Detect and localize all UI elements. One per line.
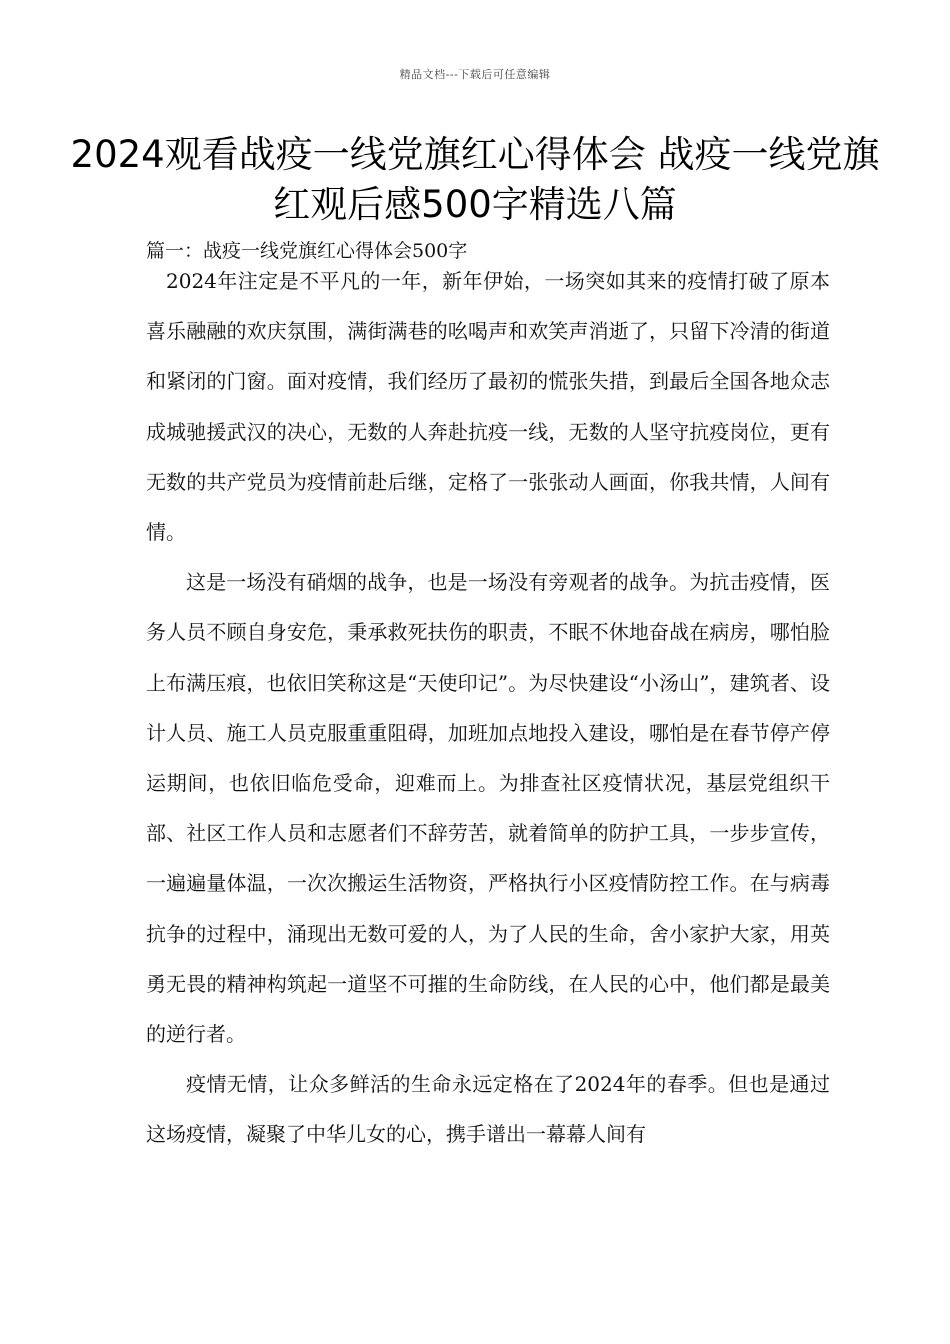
paragraph-1: 2024年注定是不平凡的一年，新年伊始，一场突如其来的疫情打破了原本喜乐融融的欢庆氛围，满街满巷的吆喝声和欢笑声消逝了，只留下冷清的街道和紧闭的门窗。面对疫情，我们经历了最初的慌张失措，到最后全国各地众志成城驰援武汉的决心，无数的人奔赴抗疫一线，无数的人坚守抗疫岗位，更有无数的共产党员为疫情前赴后继，定格了一张张动人画面，你我共情，人间有情。 — [146, 269, 830, 545]
document-body — [146, 256, 830, 1160]
paragraph-2: 这是一场没有硝烟的战争，也是一场没有旁观者的战争。为抗击疫情，医务人员不顾自身安危，秉承救死扶伤的职责，不眠不休地奋战在病房，哪怕脸上布满压痕，也依旧笑称这是“天使印记”。为尽快建设“小汤山”，建筑者、设计人员、施工人员克服重重阻碍，加班加点地投入建设，哪怕是在春节停产停运期间，也依旧临危受命，迎难而上。为排查社区疫情状况，基层党组织干部、社区工作人员和志愿者们不辞劳苦，就着简单的防护工具，一步步宣传，一遍遍量体温，一次次搬运生活物资，严格执行小区疫情防控工作。在与病毒抗争的过程中，涌现出无数可爱的人，为了人民的生命，舍小家护大家，用英勇无畏的精神构筑起一道坚不可摧的生命防线，在人民的心中，他们都是最美的逆行者。 — [146, 570, 830, 1047]
page-header: 精品文档---下载后可任意编辑 — [399, 68, 551, 81]
document-title: 2024观看战疫一线党旗红心得体会 战疫一线党旗红观后感500字精选八篇 — [70, 133, 880, 226]
paragraph-3: 疫情无情，让众多鲜活的生命永远定格在了2024年的春季。但也是通过这场疫情，凝聚了中华儿女的心，携手谱出一幕幕人间有 — [146, 1072, 830, 1147]
section-heading: 篇一：战疫一线党旗红心得体会500字 — [146, 240, 468, 262]
